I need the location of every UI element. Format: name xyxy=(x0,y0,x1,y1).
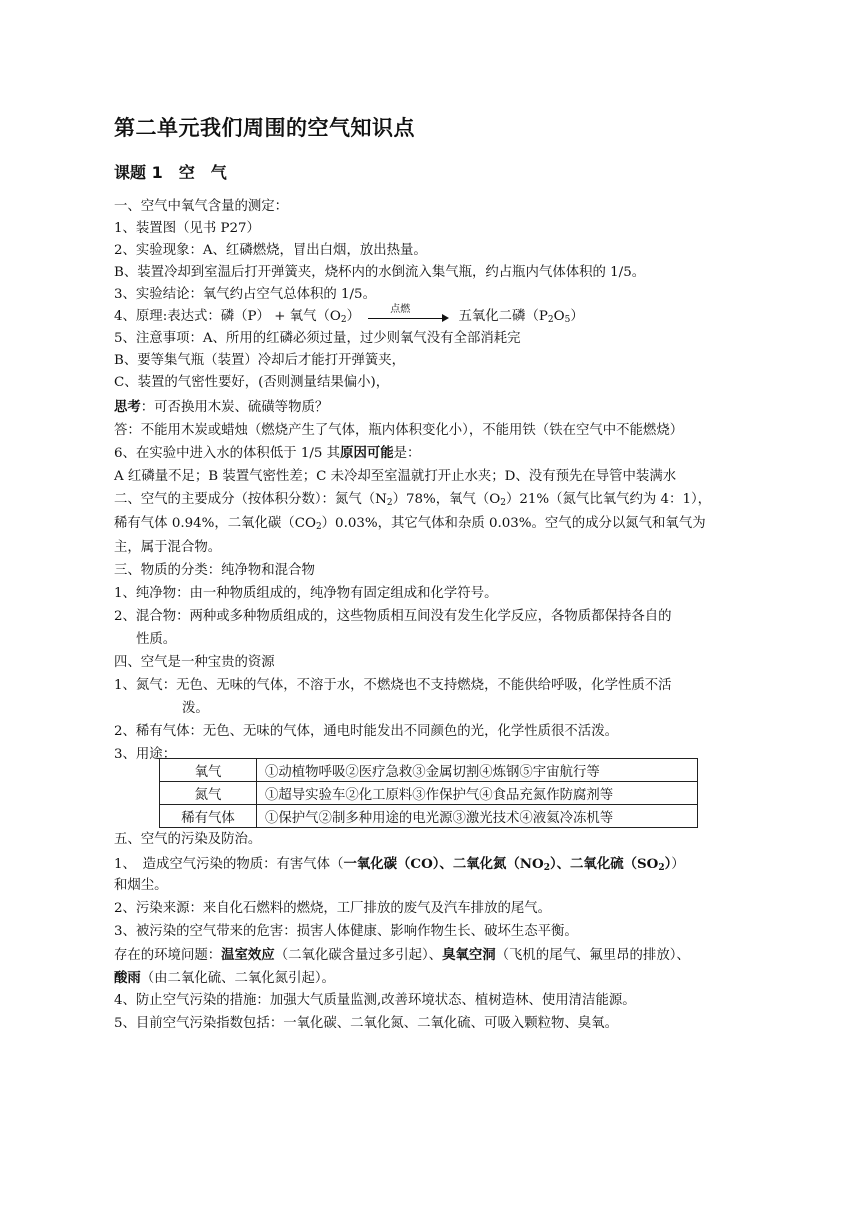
think-question xyxy=(114,397,328,418)
text-segment: 存在的环境问题： xyxy=(114,948,222,963)
text-segment: （飞机的尾气、氟里昂的排放）、 xyxy=(495,948,690,963)
section-5-line-4: 3、被污染的空气带来的危害：损害人体健康、影响作物生长、破坏生态平衡。 xyxy=(114,924,578,939)
equation-paren: ） xyxy=(346,309,360,324)
pollutant-co-no2: 一氧化碳（CO）、二氧化氮（NO xyxy=(343,856,544,872)
subscript: 2 xyxy=(547,315,554,325)
text-segment: 二、空气的主要成分（按体积分数）：氮气（N xyxy=(114,492,387,507)
subscript: 2 xyxy=(386,498,393,508)
section-2-line-1 xyxy=(114,490,711,510)
section-1-line-2: 2、实验现象：A、红磷燃烧，冒出白烟，放出热量。 xyxy=(114,243,427,258)
section-1-line-3: B、装置冷却到室温后打开弹簧夹，烧杯内的水倒流入集气瓶，约占瓶内气体体积的 1/5。 xyxy=(114,265,646,280)
section-3-heading: 三、物质的分类：纯净物和混合物 xyxy=(114,563,315,578)
subscript: 2 xyxy=(315,522,322,532)
reaction-arrow-icon xyxy=(368,303,450,325)
section-5-line-3: 2、污染来源：来自化石燃料的燃烧，工厂排放的废气及汽车排放的尾气。 xyxy=(114,901,552,916)
section-1-heading: 一、空气中氧气含量的测定： xyxy=(114,199,289,214)
reaction-equation xyxy=(114,303,584,327)
section-3-line-2: 2、混合物：两种或多种物质组成的，这些物质相互间没有发生化学反应，各物质都保持各自的 xyxy=(114,609,672,624)
equation-reactants: 4、原理:表达式：磷（P） + 氧气（O xyxy=(114,309,341,324)
table-cell-uses: ①超导实验车②化工原料③作保护气④食品充氮作防腐剂等 xyxy=(257,782,698,805)
table-cell-gas: 氧气 xyxy=(160,759,257,782)
text-segment: 1、 造成空气污染的物质：有害气体（ xyxy=(114,857,344,872)
text-segment: ） xyxy=(671,857,685,872)
bold-paren: ） xyxy=(664,856,672,872)
subscript: 2 xyxy=(500,498,506,508)
subscript: 2 xyxy=(658,863,665,873)
section-1-line-1: 1、装置图（见书 P27） xyxy=(114,221,260,236)
equation-element: O xyxy=(553,309,565,324)
table-cell-gas: 氮气 xyxy=(160,782,257,805)
greenhouse-effect-term: 温室效应 xyxy=(221,947,275,963)
section-1-line-7: B、要等集气瓶（装置）冷却后才能打开弹簧夹， xyxy=(114,353,406,368)
section-5-line-7: 4、防止空气污染的措施：加强大气质量监测,改善环境状态、植树造林、使用清洁能源。 xyxy=(114,993,636,1008)
equation-product: 五氧化二磷（P xyxy=(458,309,548,324)
answer-line: 答：不能用木炭或蜡烛（燃烧产生了气体，瓶内体积变化小），不能用铁（铁在空气中不能燃烧） xyxy=(114,423,684,438)
section-1-line-6: 5、注意事项：A、所用的红磷必须过量，过少则氧气没有全部消耗完 xyxy=(114,331,521,346)
pollutant-so2: ）、二氧化硫（SO xyxy=(549,856,659,872)
text-segment: ）21%（氮气比氧气约为 4：1）， xyxy=(506,492,712,507)
section-1-line-10: A 红磷量不足；B 装置气密性差；C 未冷却至室温就打开止水夹；D、没有预先在导管中装满水 xyxy=(114,469,677,484)
equation-paren: ） xyxy=(570,309,584,324)
section-4-line-1: 1、氮气：无色、无味的气体，不溶于水，不燃烧也不支持燃烧，不能供给呼吸，化学性质不活 xyxy=(114,678,672,693)
section-2-line-3: 主，属于混合物。 xyxy=(114,540,222,555)
arrow-condition-label: 点燃 xyxy=(390,303,411,315)
bold-segment: 原因可能 xyxy=(340,445,394,461)
text-segment: 稀有气体 0.94%，二氧化碳（CO xyxy=(114,516,316,531)
section-4-line-4: 3、用途： xyxy=(114,747,177,762)
text-segment: ）0.03%，其它气体和杂质 0.03%。空气的成分以氮气和氧气为 xyxy=(321,516,706,531)
section-3-line-1: 1、纯净物：由一种物质组成的，纯净物有固定组成和化学符号。 xyxy=(114,586,498,601)
section-1-line-8: C、装置的气密性要好，(否则测量结果偏小)， xyxy=(114,375,390,390)
table-cell-uses: ①动植物呼吸②医疗急救③金属切割④炼钢⑤宇宙航行等 xyxy=(257,759,698,782)
bold-segment xyxy=(343,856,671,872)
section-5-line-6 xyxy=(114,968,335,989)
section-1-line-4: 3、实验结论：氧气约占空气总体积的 1/5。 xyxy=(114,287,376,302)
section-4-line-3: 2、稀有气体：无色、无味的气体，通电时能发出不同颜色的光，化学性质很不活泼。 xyxy=(114,724,618,739)
subscript: 2 xyxy=(340,315,347,325)
text-segment: ）78%，氧气（O xyxy=(392,492,501,507)
section-5-line-1 xyxy=(114,854,685,875)
think-label: 思考 xyxy=(114,399,141,415)
table-row xyxy=(160,782,698,805)
section-1-line-9 xyxy=(114,443,420,464)
table-cell-uses: ①保护气②制多种用途的电光源③激光技术④液氦冷冻机等 xyxy=(257,805,698,828)
text-segment: 6、在实验中进入水的体积低于 1/5 其 xyxy=(114,446,341,461)
lesson-heading: 课题 1 空 气 xyxy=(114,163,227,182)
think-text: ：可否换用木炭、硫磺等物质？ xyxy=(140,400,329,415)
section-5-line-8: 5、目前空气污染指数包括：一氧化碳、二氧化氮、二氧化硫、可吸入颗粒物、臭氧。 xyxy=(114,1016,618,1031)
section-5-line-5 xyxy=(114,945,690,966)
section-5-line-2: 和烟尘。 xyxy=(114,878,168,893)
section-4-heading: 四、空气是一种宝贵的资源 xyxy=(114,655,275,670)
table-row xyxy=(160,759,698,782)
document-title: 第二单元我们周围的空气知识点 xyxy=(114,116,415,140)
subscript: 2 xyxy=(543,863,550,873)
gas-uses-table xyxy=(159,758,698,828)
acid-rain-term: 酸雨 xyxy=(114,970,141,986)
text-segment: （二氧化碳含量过多引起）、 xyxy=(274,948,443,963)
section-2-line-2 xyxy=(114,514,706,534)
section-4-line-2: 泼。 xyxy=(182,701,209,716)
text-segment: （由二氧化硫、二氧化氮引起）。 xyxy=(140,971,335,986)
table-row xyxy=(160,805,698,828)
section-3-line-3: 性质。 xyxy=(136,632,177,647)
table-cell-gas: 稀有气体 xyxy=(160,805,257,828)
text-segment: 是： xyxy=(393,446,421,461)
section-5-heading: 五、空气的污染及防治。 xyxy=(114,832,262,847)
subscript: 5 xyxy=(564,315,571,325)
ozone-hole-term: 臭氧空洞 xyxy=(442,947,496,963)
